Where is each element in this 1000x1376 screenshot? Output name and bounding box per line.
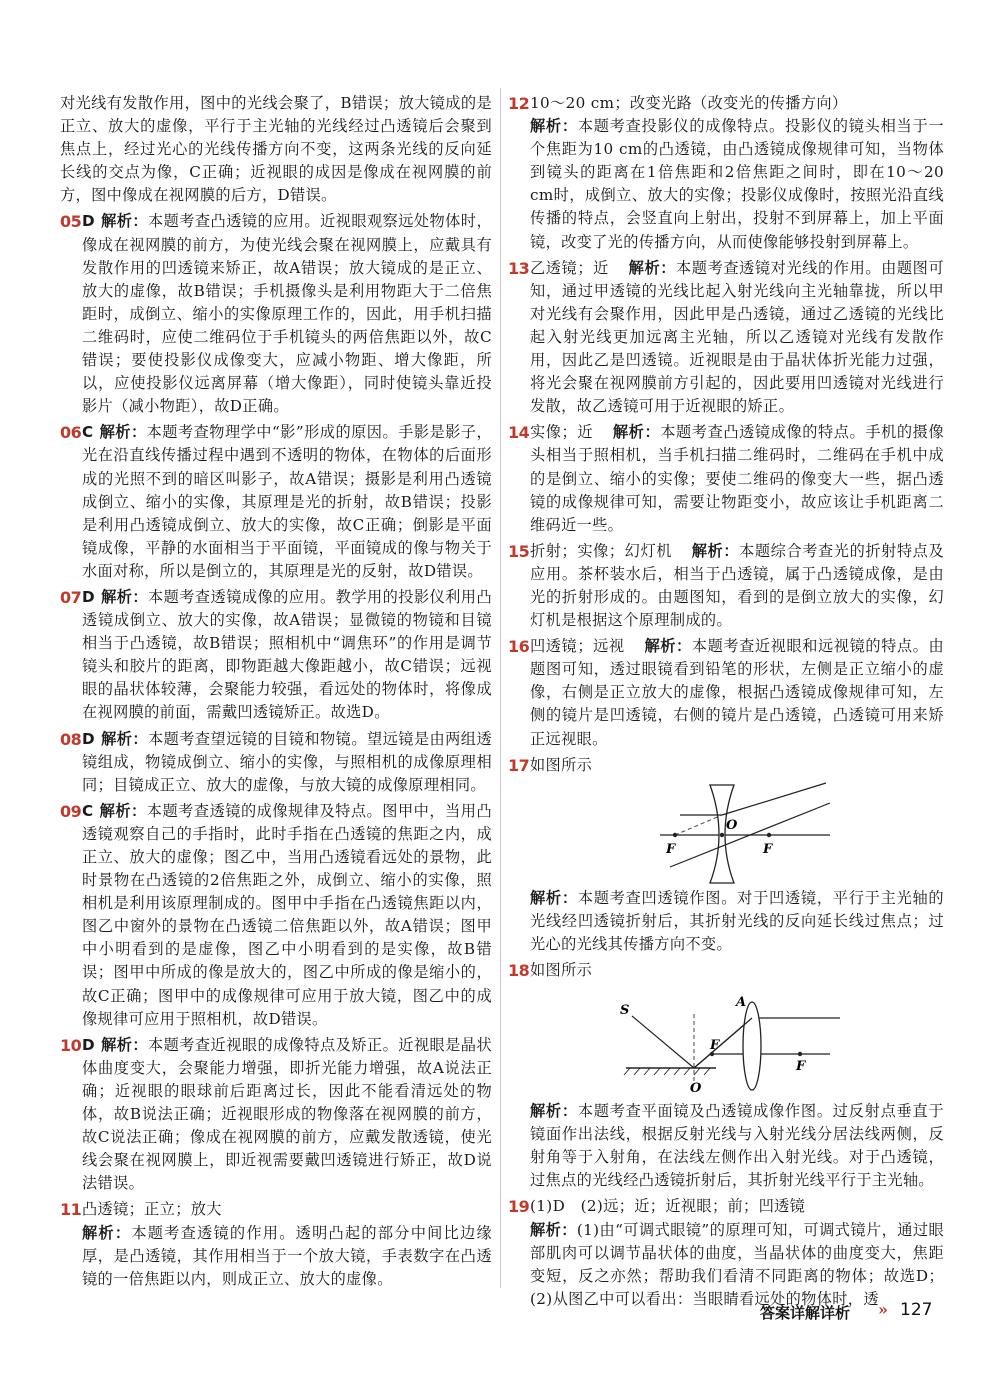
item-answer: D (82, 212, 95, 231)
answer-item-19 (508, 1195, 944, 1310)
analysis-text: 本题考查凸透镜的应用。近视眼观察远处物体时，像成在视网膜的前方，为使光线会聚在视网膜上，应戴具有发散作用的凹透镜来矫正，故A错误；放大镜成的是正立、放大的虚像，故B错误；手机摄像头是利用物距大于二倍焦距时，成倒立、缩小的实像原理工作的，因此，用手机扫描二维码时，应使二维码位于手机镜头的两倍焦距以外，故C错误；要使投影仪成像变大，应减小物距、增大像距，所以，应使投影仪远离屏幕（增大像距），同时使镜头靠近投影片（减小物距），故D正确。 (82, 212, 492, 416)
item-answer: 实像；近 (530, 423, 594, 442)
answer-item-10 (60, 1034, 492, 1196)
focus-right-dot (767, 833, 771, 837)
item-answer: 10～20 cm；改变光路（改变光的传播方向） (530, 94, 848, 112)
analysis-text: 本题考查凸透镜成像的特点。手机的摄像头相当于照相机，当手机扫描二维码时，二维码在手机中成的是倒立、缩小的实像；要使二维码的像变大一些，据凸透镜的成像规律可知，需要让物距变小，故应该让手机距离二维码近一些。 (530, 423, 944, 534)
concave-lens-svg (530, 781, 944, 885)
point-a-label: A (736, 995, 747, 1011)
mirror-hatching (624, 1068, 710, 1075)
answer-item-06 (60, 421, 492, 583)
analysis-label: 解析： (691, 541, 740, 560)
answer-item-05 (60, 210, 492, 418)
analysis-text: 本题考查透镜对光线的作用。由题图可知，通过甲透镜的光线比起入射光线向主光轴靠拢，所以甲对光线有会聚作用，因此甲是凸透镜，通过乙透镜的光线比起入射光线更加远离主光轴，所以乙透镜对光线有发散作用，因此乙是凹透镜。近视眼是由于晶状体折光能力过强，将光会聚在视网膜前方引起的，因此要用凹透镜对光线进行发散，故乙透镜可用于近视眼的矫正。 (530, 258, 944, 416)
analysis-label: 解析： (530, 117, 578, 136)
analysis-text: 本题考查平面镜及凸透镜成像作图。过反射点垂直于镜面作出法线，根据反射光线与入射光线分居法线两侧，反射角等于入射角，在法线左侧作出入射光线。对于凸透镜，过焦点的光线经凸透镜折射后，其折射光线平行于主光轴。 (530, 1102, 944, 1190)
analysis-label: 解析： (530, 888, 578, 907)
item-answer: 如图所示 (530, 961, 593, 979)
analysis-label: 解析： (100, 729, 148, 748)
source-label: S (620, 1003, 630, 1019)
analysis-text: 本题考查物理学中“影”形成的原因。手影是影子，光在沿直线传播过程中遇到不透明的物体，在物体的后面形成的光照不到的暗区叫影子，故A错误；摄影是利用凸透镜成倒立、缩小的实像，其原理是光的折射，故B错误；投影是利用凸透镜成倒立、放大的实像，故C正确；倒影是平面镜成像，平静的水面相当于平面镜，平面镜成的像与物关于水面对称，所以是倒立的，其原理是光的反射，故D错误。 (82, 423, 492, 580)
item-number: 14 (508, 423, 530, 443)
answer-item-13 (508, 257, 944, 419)
item-answer: C (82, 801, 94, 820)
item-answer: (1)D (2)远；近；近视眼；前；凹透镜 (530, 1197, 806, 1216)
answer-item-12 (508, 92, 944, 254)
analysis-label: 解析： (100, 212, 148, 231)
focus-left-label: F (710, 1038, 720, 1054)
item-number: 16 (508, 637, 530, 657)
mirror-lens-svg (530, 986, 944, 1098)
right-column (508, 92, 944, 1311)
reverse-extension-line (675, 815, 722, 835)
item-number: 08 (60, 729, 82, 749)
item-answer: 乙透镜；近 (530, 258, 609, 277)
analysis-label: 解析： (530, 1220, 577, 1239)
incident-ray (632, 1016, 694, 1068)
item-answer: 凸透镜；正立；放大 (82, 1200, 222, 1219)
double-chevron-icon: » (878, 1300, 888, 1319)
item-answer: 折射；实像；幻灯机 (530, 541, 672, 560)
answer-item-09 (60, 800, 492, 1031)
focus-right-label: F (796, 1059, 806, 1075)
analysis-text: 本题考查近视眼和远视镜的特点。由题图可知，透过眼镜看到铅笔的形状，左侧是正立缩小的虚像，右侧是正立放大的虚像，根据凸透镜成像规律可知，左侧的镜片是凹透镜，右侧的镜片是凸透镜，凸透镜可用来矫正远视眼。 (530, 637, 944, 748)
item-number: 17 (508, 755, 530, 775)
answer-item-17 (508, 754, 944, 956)
answer-item-18 (508, 959, 944, 1192)
analysis-label: 解析： (628, 258, 677, 277)
answer-item-15 (508, 540, 944, 632)
analysis-label: 解析： (100, 587, 148, 606)
item-answer: D (82, 729, 95, 748)
column-divider (500, 88, 501, 1288)
item-number: 07 (60, 587, 82, 607)
answer-item-14 (508, 421, 944, 536)
center-dot (720, 833, 724, 837)
analysis-label: 解析： (612, 423, 661, 442)
analysis-text: (1)由“可调式眼镜”的原理可知，可调式镜片，通过眼部肌肉可以调节晶状体的曲度，当晶状体的曲度变大，焦距变短，反之亦然；帮助我们看清不同距离的物体；故选D；(2)从图乙中可以看出：当眼睛看远处的物体时，透 (530, 1220, 944, 1308)
center-label: O (726, 817, 738, 833)
footer-label: 答案详解详析 (760, 1304, 851, 1322)
item-number: 05 (60, 212, 82, 232)
answer-item-08 (60, 728, 492, 797)
answer-item-11 (60, 1198, 492, 1290)
item-number: 09 (60, 801, 82, 821)
page-number: 127 (900, 1300, 933, 1320)
left-column (60, 92, 492, 1291)
item-answer: 如图所示 (530, 755, 593, 774)
answer-item-16 (508, 635, 944, 750)
item-number: 11 (60, 1200, 82, 1220)
item-number: 18 (508, 961, 530, 980)
analysis-text: 本题考查透镜成像的应用。教学用的投影仪利用凸透镜成倒立、放大的实像，故A错误；显微镜的物镜和目镜相当于凸透镜，故B错误；照相机中“调焦环”的作用是调节镜头和胶片的距离，即物距越大像距越小，故C错误；远视眼的晶状体较薄，会聚能力较强，看远处的物体时，将像成在视网膜的前面，需戴凹透镜矫正。故选D。 (82, 587, 492, 722)
concave-lens-diagram (530, 781, 944, 885)
item-number: 10 (60, 1035, 82, 1055)
item-answer: D (82, 587, 95, 606)
analysis-text: 本题考查投影仪的成像特点。投影仪的镜头相当于一个焦距为10 cm的凸透镜，由凸透镜成像规律可知，当物体到镜头的距离在1倍焦距和2倍焦距之间时，即在10～20 cm时，成倒立、放大的实像；投影仪成像时，按照光沿直线传播的特点，会竖直向上射出，投射不到屏幕上，加上平面镜，改变了光的传播方向，从而使像能够投射到屏幕上。 (530, 117, 944, 251)
analysis-text: 本题考查透镜的成像规律及特点。图甲中，当用凸透镜观察自己的手指时，此时手指在凸透镜的焦距之内，成正立、放大的虚像；图乙中，当用凸透镜看远处的景物，此时景物在凸透镜的2倍焦距之外，成倒立、缩小的实像，照相机是利用该原理制成的。图甲中手指在凸透镜焦距以内，图乙中窗外的景物在凸透镜二倍焦距以外，故A错误；图甲中小明看到的是虚像，图乙中小明看到的是实像，故B错误；图甲中所成的像是放大的，图乙中所成的像是缩小的，故C正确；图甲中的成像规律可应用于放大镜，图乙中的成像规律可应用于照相机，故D错误。 (82, 801, 492, 1028)
focus-right-dot (798, 1052, 802, 1056)
analysis-text: 本题考查近视眼的成像特点及矫正。近视眼是晶状体曲度变大，会聚能力增强，即折光能力增强，故A说法正确；近视眼的眼球前后距离过长，因此不能看清远处的物体，故B说法正确；近视眼形成的物像落在视网膜的前方，故C说法正确；像成在视网膜的前方，应戴发散透镜，使光线会聚在视网膜上，即近视需要戴凹透镜进行矫正，故D说法错误。 (82, 1035, 492, 1193)
item-answer: 凹透镜；远视 (530, 637, 625, 656)
item-answer: D (82, 1035, 95, 1054)
mirror-convex-lens-diagram (530, 986, 944, 1098)
continuation-text: 对光线有发散作用，图中的光线会聚了，B错误；放大镜成的是正立、放大的虚像，平行于主光轴的光线经过凸透镜后会聚到焦点上，经过光心的光线传播方向不变，这两条光线的反向延长线的交点为像，C正确；近视眼的成因是像成在视网膜的前方，图中像成在视网膜的后方，D错误。 (60, 94, 492, 205)
item-number: 06 (60, 423, 82, 443)
analysis-label: 解析： (644, 637, 692, 656)
focus-right-label: F (763, 841, 773, 857)
analysis-label: 解析： (99, 801, 147, 820)
item-number: 13 (508, 258, 530, 278)
analysis-label: 解析： (82, 1223, 132, 1242)
analysis-label: 解析： (99, 423, 147, 442)
point-o-label: O (690, 1081, 702, 1097)
analysis-text: 本题综合考查光的折射特点及应用。茶杯装水后，相当于凸透镜，属于凸透镜成像，是由光的折射形成的。由题图知，看到的是倒立放大的实像，幻灯机是根据这个原理制成的。 (530, 541, 944, 630)
focus-left-label: F (666, 841, 676, 857)
focus-left-dot (673, 833, 677, 837)
item-number: 12 (508, 94, 530, 113)
item-answer: C (82, 423, 94, 442)
item-number: 15 (508, 541, 530, 561)
analysis-label: 解析： (530, 1102, 578, 1121)
page-footer (760, 1298, 970, 1328)
analysis-text: 本题考查透镜的作用。透明凸起的部分中间比边缘厚，是凸透镜，其作用相当于一个放大镜，手表数字在凸透镜的一倍焦距以内，则成正立、放大的虚像。 (82, 1223, 492, 1288)
convex-lens (743, 1002, 761, 1090)
answer-item-07 (60, 586, 492, 725)
analysis-text: 本题考查凹透镜作图。对于凹透镜，平行于主光轴的光线经凹透镜折射后，其折射光线的反向延长线过焦点；过光心的光线其传播方向不变。 (530, 888, 944, 953)
analysis-text: 本题考查望远镜的目镜和物镜。望远镜是由两组透镜组成，物镜成倒立、缩小的实像，与照相机的成像原理相同；目镜成正立、放大的虚像，与放大镜的成像原理相同。 (82, 729, 492, 794)
item-number: 19 (508, 1197, 530, 1217)
analysis-label: 解析： (100, 1035, 148, 1054)
